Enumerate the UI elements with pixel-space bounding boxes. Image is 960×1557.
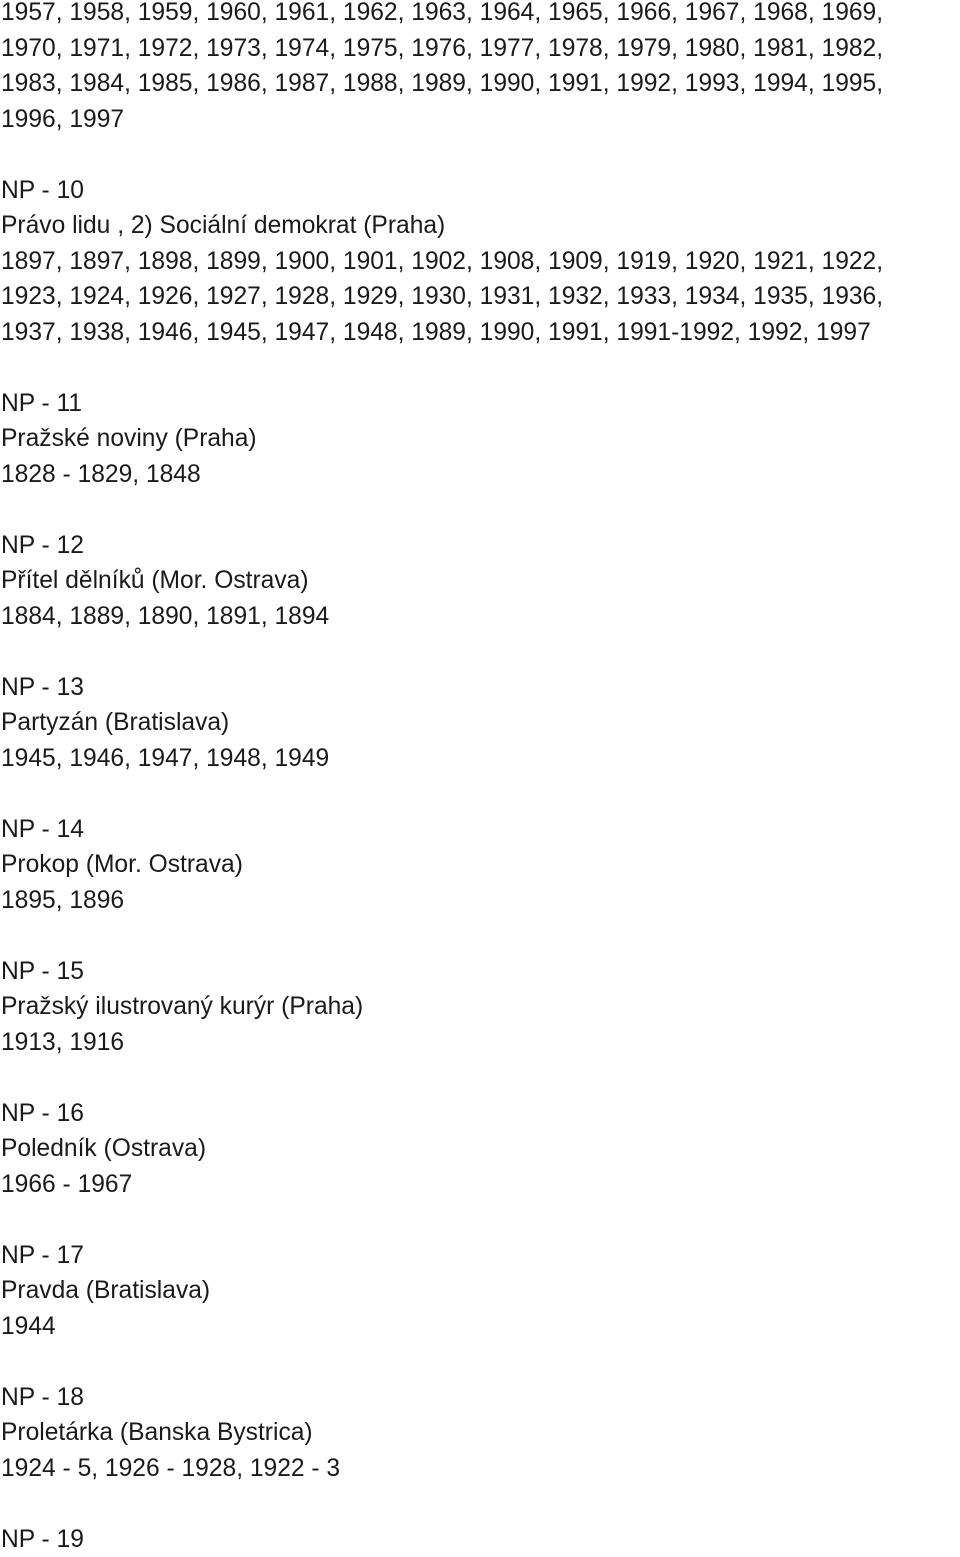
years-line: 1944 xyxy=(1,1309,956,1345)
entry-title: Přítel dělníků (Mor. Ostrava) xyxy=(1,563,956,599)
entry-title: Poledník (Ostrava) xyxy=(1,1131,956,1167)
entry-code: NP - 18 xyxy=(1,1380,956,1416)
years-line: 1983, 1984, 1985, 1986, 1987, 1988, 1989, 1990, 1991, 1992, 1993, 1994, 1995, xyxy=(1,66,956,102)
entry-title: Prokop (Mor. Ostrava) xyxy=(1,847,956,883)
spacer xyxy=(1,776,956,812)
entry-code: NP - 16 xyxy=(1,1096,956,1132)
entry-np-13 xyxy=(1,670,956,777)
entry-np-18 xyxy=(1,1380,956,1487)
spacer xyxy=(1,1486,956,1522)
entry-code: NP - 19 xyxy=(1,1522,956,1557)
years-line: 1957, 1958, 1959, 1960, 1961, 1962, 1963, 1964, 1965, 1966, 1967, 1968, 1969, xyxy=(1,0,956,31)
spacer xyxy=(1,1202,956,1238)
years-line: 1923, 1924, 1926, 1927, 1928, 1929, 1930, 1931, 1932, 1933, 1934, 1935, 1936, xyxy=(1,279,956,315)
entry-code: NP - 17 xyxy=(1,1238,956,1274)
entry-code: NP - 15 xyxy=(1,954,956,990)
years-line: 1897, 1897, 1898, 1899, 1900, 1901, 1902, 1908, 1909, 1919, 1920, 1921, 1922, xyxy=(1,244,956,280)
entry-title: Pravda (Bratislava) xyxy=(1,1273,956,1309)
spacer xyxy=(1,1060,956,1096)
years-line: 1924 - 5, 1926 - 1928, 1922 - 3 xyxy=(1,1451,956,1487)
spacer xyxy=(1,350,956,386)
entry-np-15 xyxy=(1,954,956,1061)
years-line: 1828 - 1829, 1848 xyxy=(1,457,956,493)
spacer xyxy=(1,918,956,954)
document-page xyxy=(1,0,956,1557)
entry-code: NP - 11 xyxy=(1,386,956,422)
entry-code: NP - 13 xyxy=(1,670,956,706)
years-line: 1966 - 1967 xyxy=(1,1167,956,1203)
entry-np-19 xyxy=(1,1522,956,1557)
entry-np-17 xyxy=(1,1238,956,1345)
years-line: 1996, 1997 xyxy=(1,102,956,138)
years-line: 1970, 1971, 1972, 1973, 1974, 1975, 1976, 1977, 1978, 1979, 1980, 1981, 1982, xyxy=(1,31,956,67)
entry-title: Pražský ilustrovaný kurýr (Praha) xyxy=(1,989,956,1025)
entry-code: NP - 14 xyxy=(1,812,956,848)
spacer xyxy=(1,492,956,528)
years-line: 1913, 1916 xyxy=(1,1025,956,1061)
entry-title: Právo lidu , 2) Sociální demokrat (Praha) xyxy=(1,208,956,244)
entry-np-11 xyxy=(1,386,956,493)
entry-title: Partyzán (Bratislava) xyxy=(1,705,956,741)
entry-np-16 xyxy=(1,1096,956,1203)
entry-title: Pražské noviny (Praha) xyxy=(1,421,956,457)
spacer xyxy=(1,634,956,670)
entry-np-14 xyxy=(1,812,956,919)
spacer xyxy=(1,1344,956,1380)
years-line: 1937, 1938, 1946, 1945, 1947, 1948, 1989, 1990, 1991, 1991-1992, 1992, 1997 xyxy=(1,315,956,351)
years-line: 1945, 1946, 1947, 1948, 1949 xyxy=(1,741,956,777)
entry-code: NP - 12 xyxy=(1,528,956,564)
years-line: 1884, 1889, 1890, 1891, 1894 xyxy=(1,599,956,635)
entry-np-12 xyxy=(1,528,956,635)
intro-years-block xyxy=(1,0,956,137)
years-line: 1895, 1896 xyxy=(1,883,956,919)
entry-np-10 xyxy=(1,173,956,351)
entry-code: NP - 10 xyxy=(1,173,956,209)
entry-title: Proletárka (Banska Bystrica) xyxy=(1,1415,956,1451)
spacer xyxy=(1,137,956,173)
